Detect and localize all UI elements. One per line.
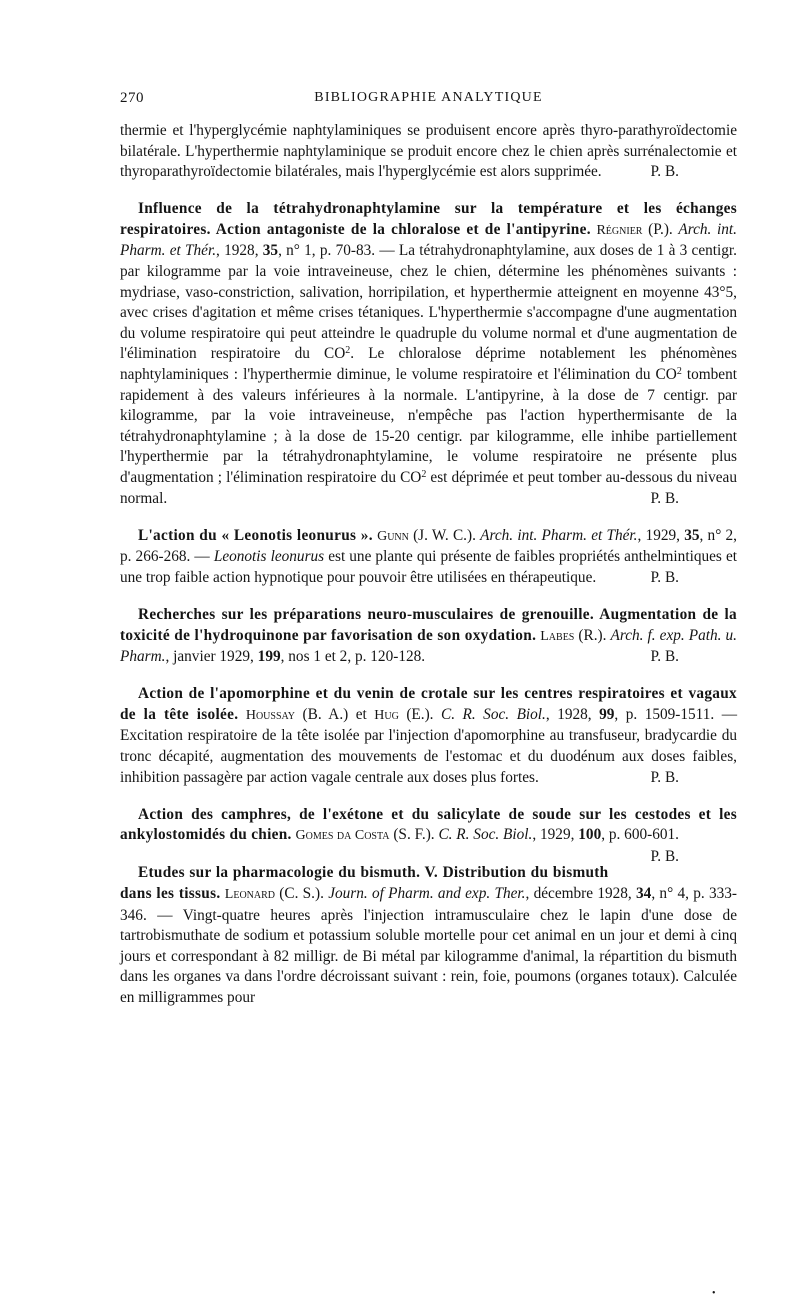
signature: P. B. [650, 489, 679, 507]
entry-journal: Journ. of Pharm. and exp. Ther. [328, 885, 526, 902]
entry-author: Houssay [245, 707, 296, 723]
entry-volume: 99 [599, 705, 615, 723]
running-header [120, 90, 737, 114]
entry-text: . Le chloralose déprime notablement les phénomènes naphtylaminiques : l'hyperthermie diminue, le volume respiratoire et l'élimination du CO [120, 345, 737, 384]
entry-text: — Excitation respiratoire de la tête isolée par l'injection d'apomorphine au transfuseur, bradycardie du tronc décapité, augmentation des mouvements de l'estomac et du duodénum aux doses faibles, inhibition passagère par action vagale centrale aux doses plus fortes. [120, 705, 738, 786]
entry-title: Action des camphres, de l'exétone et du salicylate de soude sur les cestodes et les ankylostomidés du chien. [120, 805, 737, 844]
signature: P. B. [650, 163, 679, 181]
entry-author-initials: (S. F.). [389, 826, 435, 844]
entry-volume: 35 [262, 242, 279, 260]
entry-author-initials: (P.). [642, 220, 673, 238]
entry-year: , 1928, [545, 705, 592, 723]
entry-text: — La tétrahydronaphtylamine, aux doses de 1 à 3 centigr. par kilogramme par la voie intraveineuse, chez le chien, détermine les phénomènes suivants : mydriase, vaso-constriction, salivation, horripilation, et hyperthermie atteignent en moyenne 43°5, avec crises d'agitation et même crises tétaniques. L'hyperthermie s'accompagne d'une augmentation du volume respiratoire qui peut atteindre le quadruple du volume normal et d'une augmentation de l'élimination respiratoire du CO [120, 242, 737, 363]
entry-pages: , n° 1, p. 70-83. [278, 242, 376, 260]
entry-author: Gomes da Costa [295, 828, 390, 844]
entry-year: , décembre 1928, [525, 885, 632, 902]
abstract-entry [120, 684, 737, 788]
entry-volume: 199 [257, 648, 281, 666]
entry-author: Labes [540, 628, 575, 644]
continuation-paragraph [120, 121, 737, 183]
page-number: 270 [120, 90, 144, 106]
entry-text: est une plante qui présente de faibles propriétés anthelmintiques et une trop faible action hypnotique pour pouvoir être utilisées en thérapeutique. [120, 548, 737, 586]
abstract-entry [120, 805, 737, 865]
entry-title: Etudes sur la pharmacologie du bismuth. V. Distribution du bismuth dans les tissus. [120, 864, 609, 902]
entry-volume: 35 [684, 526, 700, 544]
entry-pages: , nos 1 et 2, p. 120-128. [280, 648, 426, 666]
entry-pages: , p. 600-601. [601, 826, 679, 844]
signature: P. B. [650, 568, 679, 586]
entry-text: tombent rapidement à des valeurs inférieures à la normale. L'antipyrine, à la dose de 7 centigr. par kilogramme, par la voie intraveineuse, n'empêche pas l'action hyperthermisante de la tétrahydronaphtylamine ; à la dose de 15-20 centigr. par kilogramme, elle inhibe partiellement l'hyperthermie par la tétrahydronaphtylamine, le volume respiratoire ne présente plus d'augmentation ; l'élimination respiratoire du CO [120, 366, 737, 486]
entry-pages: , p. 1509-1511. [614, 705, 715, 723]
entry-title: Influence de la tétrahydronaphtylamine sur la température et les échanges respiratoires. Action antagoniste de la chloralose et de l'antipyrine. [120, 200, 737, 238]
entry-journal: Arch. int. Pharm. et Thér. [120, 220, 737, 260]
entry-author: Leonard [224, 887, 275, 902]
entry-title: L'action du « Leonotis leonurus ». [138, 526, 373, 544]
signature: P. B. [650, 847, 679, 865]
signature: P. B. [650, 648, 679, 666]
entry-author-initials: (B. A.) et [295, 705, 375, 723]
species-name: Leonotis leonurus [213, 548, 325, 566]
entry-year: , 1929, [532, 826, 575, 844]
entry-author: Régnier [596, 222, 643, 238]
entry-year: , janvier 1929, [165, 648, 254, 666]
entry-author-initials: (J. W. C.). [408, 526, 476, 544]
entry-pages: , n° 2, p. 266-268. [120, 526, 737, 566]
entry-year: , 1928, [216, 242, 259, 260]
entry-pages: , n° 4, p. 333-346. [120, 885, 738, 924]
superscript: 2 [421, 469, 427, 480]
signature: P. B. [650, 768, 679, 786]
entry-text: — [190, 548, 214, 566]
entry-author-initials: (R.). [574, 626, 607, 644]
entry-text: est déprimée et peut tomber au-dessous du niveau normal. [120, 469, 737, 507]
entry-author: Gunn [377, 528, 409, 544]
entry-journal: Arch. f. exp. Path. u. Pharm. [120, 626, 737, 666]
entry-text: thermie et l'hyperglycémie naphtylaminiques se produisent encore après thyro-parathyroïdectomie bilatérale. L'hyperthermie naphtylaminique se produit encore chez le chien après surrénalectomie et thyroparathyroïdectomie bilatérales, mais l'hyperglycémie est alors supprimée. [120, 122, 737, 181]
superscript: 2 [345, 345, 351, 357]
entry-year: , 1929, [637, 526, 680, 544]
superscript: 2 [676, 366, 682, 378]
print-speck: • [712, 1288, 716, 1299]
entry-volume: 34 [636, 885, 652, 902]
abstract-entry [120, 863, 737, 1008]
entry-text: — Vingt-quatre heures après l'injection intramusculaire chez le lapin d'une dose de tartrobismuthate de sodium et potassium soluble mortelle pour cet animal en un jour et demi à cinq jours et correspondant à 82 milligr. de Bi métal par kilogramme d'animal, la répartition du bismuth dans les organes va dans l'ordre décroissant suivant : rein, foie, poumons (organes totaux). Calculée en milligrammes pour [120, 906, 737, 1006]
entry-journal: C. R. Soc. Biol. [441, 705, 546, 723]
abstract-entry [120, 526, 737, 589]
entry-author-initials: (E.). [398, 705, 434, 723]
entry-title: Recherches sur les préparations neuro-musculaires de grenouille. Augmentation de la toxicité de l'hydroquinone par favorisation de son oxydation. [120, 605, 737, 644]
entry-volume: 100 [578, 826, 602, 844]
entry-journal: C. R. Soc. Biol. [438, 826, 533, 844]
entry-author-initials: (C. S.). [275, 885, 324, 902]
text-column [120, 121, 737, 1009]
entry-title: Action de l'apomorphine et du venin de crotale sur les centres respiratoires et vagaux de la tête isolée. [120, 685, 737, 723]
abstract-entry [120, 199, 737, 509]
entry-journal: Arch. int. Pharm. et Thér. [480, 526, 638, 544]
running-title: BIBLIOGRAPHIE ANALYTIQUE [314, 90, 543, 105]
entry-author: Hug [374, 707, 399, 723]
abstract-entry [120, 605, 737, 668]
